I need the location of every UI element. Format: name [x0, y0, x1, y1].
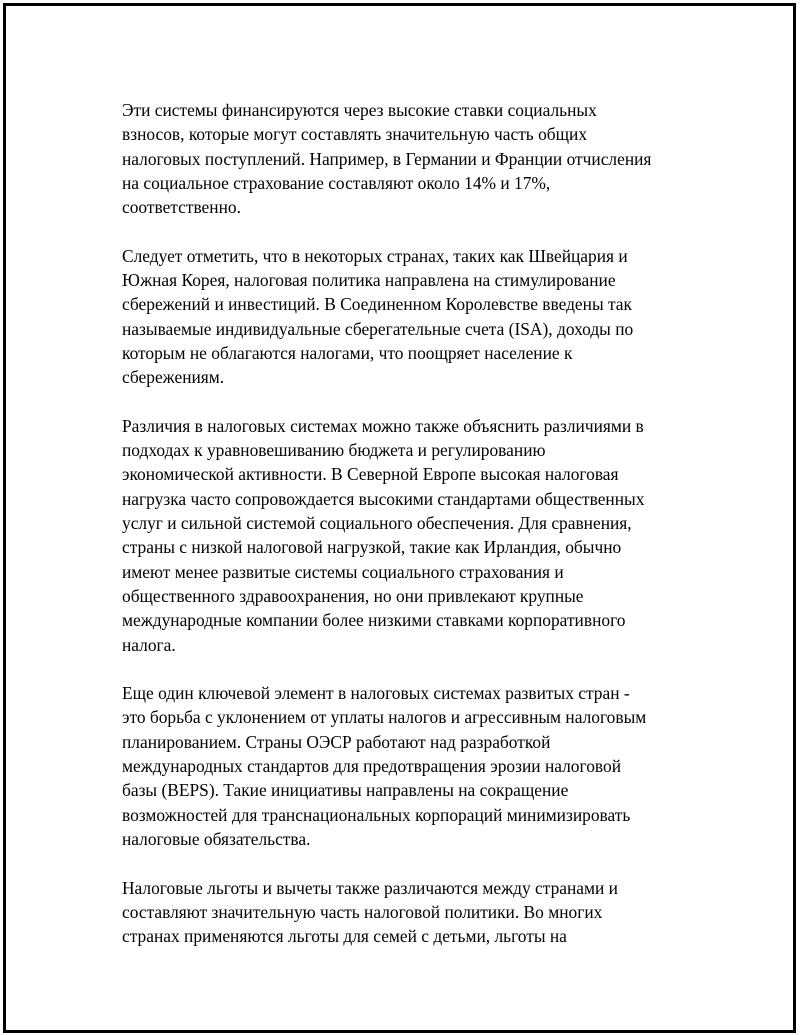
paragraph-tax-avoidance: Еще один ключевой элемент в налоговых системах развитых стран - это борьба с уклонением от уплаты налогов и агрессивным налоговым планированием. Страны ОЭСР работают над разработкой международных стандартов для предотвращения эрозии налоговой базы (BEPS). Такие инициативы направлены на сокращение возможностей для транснациональных корпораций минимизировать налоговые обязательства. — [122, 683, 647, 849]
paragraph-budget-differences: Различия в налоговых системах можно также объяснить различиями в подходах к уравновешиванию бюджета и регулированию экономической активности. В Северной Европе высокая налоговая нагрузка часто сопровождается высокими стандартами общественных услуг и сильной системой социального обеспечения. Для сравнения, страны с низкой налоговой нагрузкой, такие как Ирландия, обычно имеют менее развитые системы социального страхования и общественного здравоохранения, но они привлекают крупные международные компании более низкими ставками корпоративного налога. — [122, 415, 645, 655]
document-body — [122, 98, 722, 973]
paragraph-tax-benefits: Налоговые льготы и вычеты также различаются между странами и составляют значительную часть налоговой политики. Во многих странах применяются льготы для семей с детьми, льготы на — [122, 877, 618, 947]
page-frame — [3, 3, 796, 1033]
paragraph-social-contributions: Эти системы финансируются через высокие ставки социальных взносов, которые могут составлять значительную часть общих налоговых поступлений. Например, в Германии и Франции отчисления на социальное страхование составляют около 14% и 17%, соответственно. — [122, 100, 652, 218]
paragraph-savings-policy: Следует отметить, что в некоторых странах, таких как Швейцария и Южная Корея, налоговая политика направлена на стимулирование сбережений и инвестиций. В Соединенном Королевстве введены так называемые индивидуальные сберегательные счета (ISA), доходы по которым не облагаются налогами, что поощряет население к сбережениям. — [122, 245, 634, 388]
